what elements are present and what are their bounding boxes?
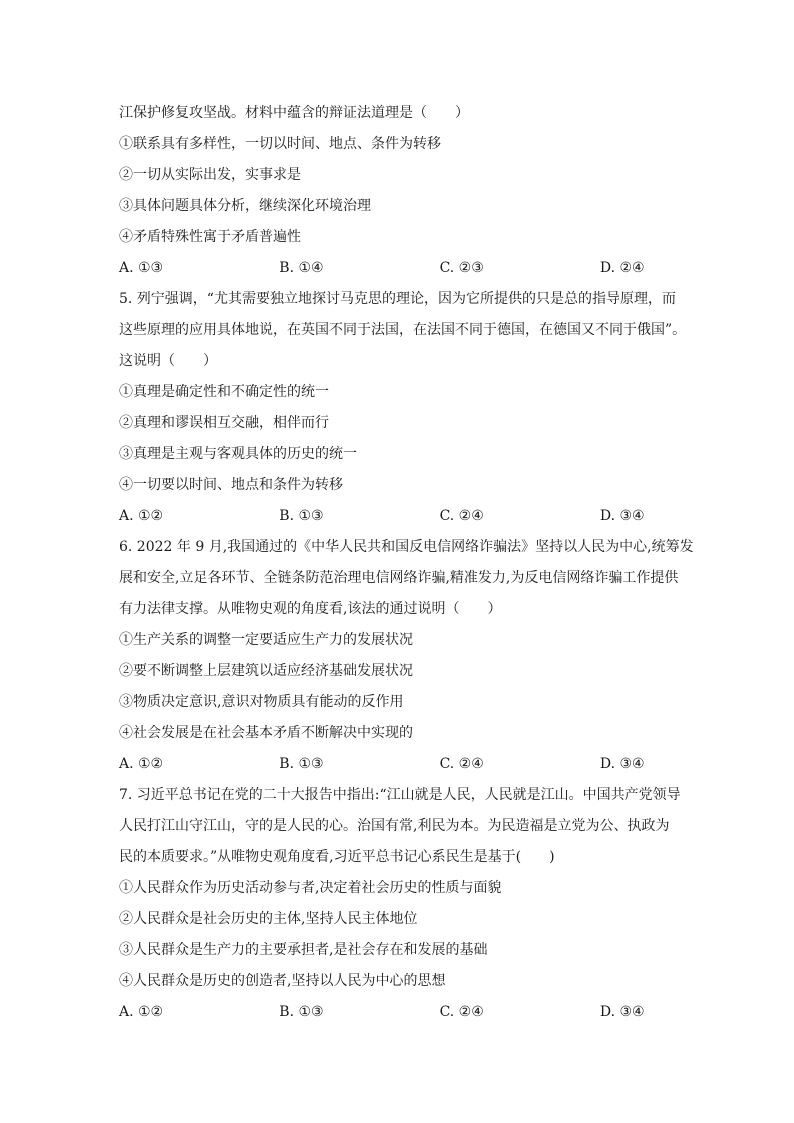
question-6-item-4: ④社会发展是在社会基本矛盾不断解决中实现的 bbox=[119, 725, 413, 741]
question-4-stem: 江保护修复攻坚战。材料中蕴含的辩证法道理是（ ） bbox=[119, 105, 469, 121]
question-7-item-3: ③人民群众是生产力的主要承担者,是社会存在和发展的基础 bbox=[119, 942, 488, 958]
question-6-stem-line: 展和安全,立足各环节、全链条防范治理电信网络诈骗,精准发力,为反电信网络诈骗工作提供 bbox=[119, 570, 679, 586]
option-b: B. ①③ bbox=[279, 508, 324, 524]
question-7-item-1: ①人民群众作为历史活动参与者,决定着社会历史的性质与面貌 bbox=[119, 880, 502, 896]
question-7-stem-line: 7. 习近平总书记在党的二十大报告中指出:“江山就是人民，人民就是江山。中国共产党领导 bbox=[119, 787, 681, 803]
option-d: D. ③④ bbox=[599, 756, 645, 772]
question-6-item-1: ①生产关系的调整一定要适应生产力的发展状况 bbox=[119, 632, 413, 648]
question-5-stem-line: 这些原理的应用具体地说，在英国不同于法国，在法国不同于德国，在德国又不同于俄国”。 bbox=[119, 322, 687, 338]
option-b: B. ①③ bbox=[279, 756, 324, 772]
option-b: B. ①③ bbox=[279, 1004, 324, 1020]
option-b: B. ①④ bbox=[279, 260, 324, 276]
option-d: D. ③④ bbox=[599, 508, 645, 524]
question-5-item-2: ②真理和谬误相互交融，相伴而行 bbox=[119, 415, 329, 431]
question-6-stem-line: 6. 2022 年 9 月,我国通过的《中华人民共和国反电信网络诈骗法》坚持以人民为中心,统筹发 bbox=[119, 539, 694, 555]
option-c: C. ②④ bbox=[439, 508, 484, 524]
question-5-item-4: ④一切要以时间、地点和条件为转移 bbox=[119, 477, 343, 493]
question-4 bbox=[119, 98, 679, 284]
question-6-options bbox=[119, 749, 679, 780]
option-d: D. ③④ bbox=[599, 1004, 645, 1020]
question-5-options bbox=[119, 501, 679, 532]
question-4-options bbox=[119, 253, 679, 284]
question-4-item-3: ③具体问题具体分析，继续深化环境治理 bbox=[119, 198, 371, 214]
question-5-stem-line: 5. 列宁强调，“尤其需要独立地探讨马克思的理论，因为它所提供的只是总的指导原理，而 bbox=[119, 291, 676, 307]
question-7 bbox=[119, 780, 679, 1028]
question-4-item-1: ①联系具有多样性，一切以时间、地点、条件为转移 bbox=[119, 136, 441, 152]
question-6-item-3: ③物质决定意识,意识对物质具有能动的反作用 bbox=[119, 694, 404, 710]
option-a: A. ①③ bbox=[119, 260, 164, 276]
option-a: A. ①② bbox=[119, 1004, 164, 1020]
question-7-item-2: ②人民群众是社会历史的主体,坚持人民主体地位 bbox=[119, 911, 418, 927]
page-content bbox=[119, 98, 694, 1028]
question-7-options bbox=[119, 997, 679, 1028]
option-a: A. ①② bbox=[119, 756, 164, 772]
option-c: C. ②④ bbox=[439, 1004, 484, 1020]
question-5-stem-line: 这说明（ ） bbox=[119, 353, 217, 369]
question-6 bbox=[119, 532, 694, 780]
question-4-item-4: ④矛盾特殊性寓于矛盾普遍性 bbox=[119, 229, 301, 245]
question-7-stem-line: 民的本质要求。”从唯物史观角度看,习近平总书记心系民生是基于( ) bbox=[119, 849, 555, 865]
question-5-item-1: ①真理是确定性和不确定性的统一 bbox=[119, 384, 329, 400]
option-a: A. ①② bbox=[119, 508, 164, 524]
question-7-stem-line: 人民打江山守江山，守的是人民的心。治国有常,利民为本。为民造福是立党为公、执政为 bbox=[119, 818, 670, 834]
option-d: D. ②④ bbox=[599, 260, 645, 276]
question-5 bbox=[119, 284, 687, 532]
question-7-item-4: ④人民群众是历史的创造者,坚持以人民为中心的思想 bbox=[119, 973, 446, 989]
option-c: C. ②③ bbox=[439, 260, 484, 276]
question-4-item-2: ②一切从实际出发，实事求是 bbox=[119, 167, 301, 183]
question-6-item-2: ②要不断调整上层建筑以适应经济基础发展状况 bbox=[119, 663, 413, 679]
option-c: C. ②④ bbox=[439, 756, 484, 772]
question-5-item-3: ③真理是主观与客观具体的历史的统一 bbox=[119, 446, 357, 462]
question-6-stem-line: 有力法律支撑。从唯物史观的角度看,该法的通过说明（ ） bbox=[119, 601, 502, 617]
